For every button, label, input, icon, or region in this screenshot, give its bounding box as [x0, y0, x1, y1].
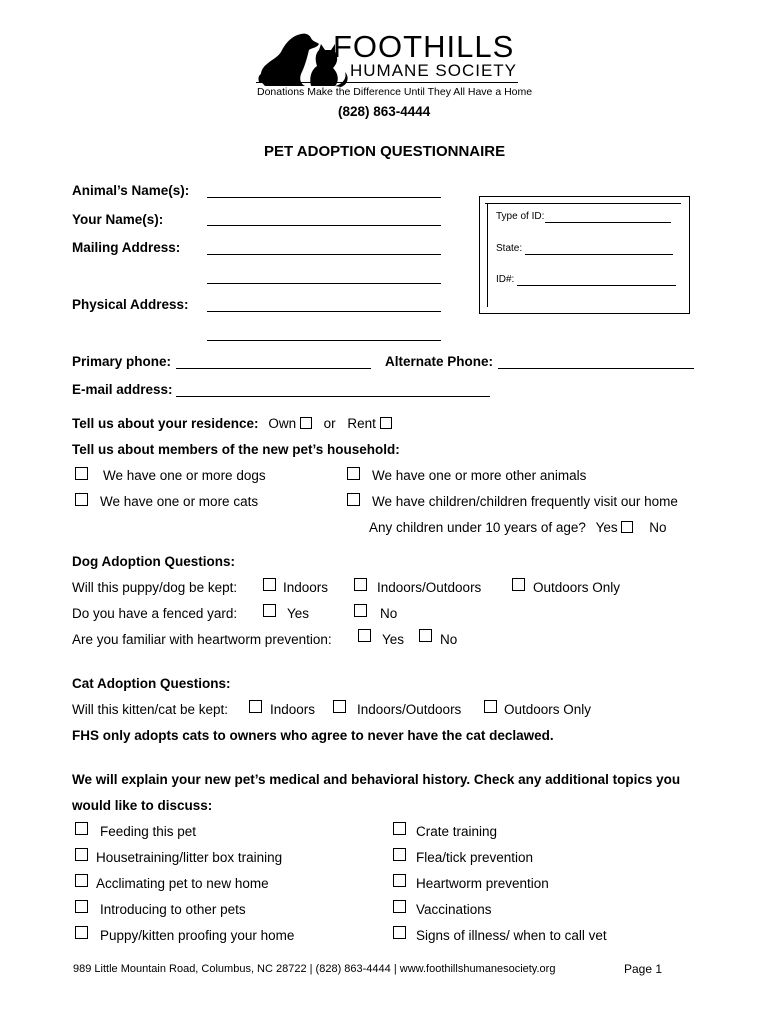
heartworm-yes-checkbox[interactable]	[358, 629, 371, 642]
state-field[interactable]	[525, 254, 673, 255]
alternate-phone-label: Alternate Phone:	[385, 354, 494, 369]
declaw-note: FHS only adopts cats to owners who agree to never have the cat declawed.	[72, 728, 554, 743]
id-box-inner-left-rule	[487, 203, 488, 307]
org-name-line1: FOOTHILLS	[333, 29, 515, 64]
topic-acclimating: Acclimating pet to new home	[96, 876, 269, 891]
children-under10-row	[369, 520, 666, 535]
physical-address-field-1[interactable]	[207, 311, 441, 312]
rent-checkbox[interactable]	[380, 417, 392, 429]
fenced-no-checkbox[interactable]	[354, 604, 367, 617]
primary-phone-field[interactable]	[176, 368, 371, 369]
cat-outdoors-only-label: Outdoors Only	[504, 702, 592, 717]
dog-indoors-checkbox[interactable]	[263, 578, 276, 591]
logo-rule	[256, 82, 518, 83]
children-checkbox[interactable]	[347, 493, 360, 506]
type-of-id-field[interactable]	[545, 222, 671, 223]
page-number: Page 1	[624, 962, 663, 976]
children-yes-label: Yes	[595, 520, 618, 535]
children-under10-label: Any children under 10 years of age?	[369, 520, 586, 535]
physical-address-label: Physical Address:	[72, 297, 189, 312]
mailing-address-label: Mailing Address:	[72, 240, 181, 255]
dogs-label: We have one or more dogs	[103, 468, 266, 483]
tagline: Donations Make the Difference Until They All Have a Home	[257, 86, 533, 98]
topics-intro-line2: would like to discuss:	[72, 798, 213, 813]
animal-names-field[interactable]	[207, 197, 441, 198]
own-checkbox[interactable]	[300, 417, 312, 429]
state-label: State:	[496, 243, 523, 254]
dog-kept-question: Will this puppy/dog be kept:	[72, 580, 238, 595]
email-field[interactable]	[176, 396, 490, 397]
your-names-label: Your Name(s):	[72, 212, 164, 227]
topic-crate: Crate training	[416, 824, 498, 839]
mailing-address-field-2[interactable]	[207, 283, 441, 284]
dog-indoors-outdoors-label: Indoors/Outdoors	[377, 580, 482, 595]
animal-names-label: Animal’s Name(s):	[72, 183, 190, 198]
children-yes-checkbox[interactable]	[621, 521, 633, 533]
fenced-no-label: No	[380, 606, 398, 621]
residence-label: Tell us about your residence:	[72, 416, 259, 431]
cat-indoors-label: Indoors	[270, 702, 316, 717]
heartworm-no-checkbox[interactable]	[419, 629, 432, 642]
topic-left-checkbox[interactable]	[75, 848, 88, 861]
dog-heading: Dog Adoption Questions:	[72, 554, 235, 569]
fenced-yes-label: Yes	[287, 606, 310, 621]
heartworm-question: Are you familiar with heartworm prevention:	[72, 632, 332, 647]
footer-address: 989 Little Mountain Road, Columbus, NC 28722 | (828) 863-4444 | www.foothillshumanesociety.org	[73, 963, 556, 975]
cats-label: We have one or more cats	[100, 494, 259, 509]
type-of-id-label: Type of ID:	[496, 211, 545, 222]
topic-vaccinations: Vaccinations	[416, 902, 492, 917]
topic-proofing: Puppy/kitten proofing your home	[100, 928, 295, 943]
topic-right-checkbox[interactable]	[393, 900, 406, 913]
topic-left-checkbox[interactable]	[75, 874, 88, 887]
topics-intro-line1: We will explain your new pet’s medical and behavioral history. Check any additional topics you	[72, 772, 681, 787]
topic-left-checkbox[interactable]	[75, 900, 88, 913]
dog-outdoors-only-label: Outdoors Only	[533, 580, 621, 595]
topic-right-checkbox[interactable]	[393, 874, 406, 887]
cat-heading: Cat Adoption Questions:	[72, 676, 231, 691]
topic-right-checkbox[interactable]	[393, 822, 406, 835]
id-number-field[interactable]	[517, 285, 676, 286]
topic-heartworm: Heartworm prevention	[416, 876, 549, 891]
rent-label: Rent	[347, 416, 376, 431]
email-label: E-mail address:	[72, 382, 173, 397]
own-label: Own	[268, 416, 297, 431]
topic-left-checkbox[interactable]	[75, 926, 88, 939]
org-name-line2: HUMANE SOCIETY	[350, 61, 518, 80]
heartworm-no-label: No	[440, 632, 458, 647]
page-title: PET ADOPTION QUESTIONNAIRE	[264, 143, 506, 160]
id-number-label: ID#:	[496, 274, 515, 285]
dog-indoors-outdoors-checkbox[interactable]	[354, 578, 367, 591]
or-label: or	[323, 416, 336, 431]
residence-row	[72, 416, 392, 431]
phone-number: (828) 863-4444	[338, 104, 431, 119]
id-box-inner-rule	[485, 203, 681, 204]
dogs-checkbox[interactable]	[75, 467, 88, 480]
dog-outdoors-only-checkbox[interactable]	[512, 578, 525, 591]
topic-introducing: Introducing to other pets	[100, 902, 246, 917]
topic-flea: Flea/tick prevention	[416, 850, 534, 865]
other-animals-checkbox[interactable]	[347, 467, 360, 480]
physical-address-field-2[interactable]	[207, 340, 441, 341]
mailing-address-field-1[interactable]	[207, 254, 441, 255]
your-names-field[interactable]	[207, 225, 441, 226]
cat-outdoors-only-checkbox[interactable]	[484, 700, 497, 713]
cat-indoors-outdoors-label: Indoors/Outdoors	[357, 702, 462, 717]
other-animals-label: We have one or more other animals	[372, 468, 587, 483]
fenced-question: Do you have a fenced yard:	[72, 606, 238, 621]
fenced-yes-checkbox[interactable]	[263, 604, 276, 617]
household-label: Tell us about members of the new pet’s household:	[72, 442, 400, 457]
dog-indoors-label: Indoors	[283, 580, 329, 595]
topic-right-checkbox[interactable]	[393, 926, 406, 939]
cat-kept-question: Will this kitten/cat be kept:	[72, 702, 229, 717]
primary-phone-label: Primary phone:	[72, 354, 172, 369]
topic-left-checkbox[interactable]	[75, 822, 88, 835]
topic-illness: Signs of illness/ when to call vet	[416, 928, 607, 943]
children-no-label: No	[649, 520, 667, 535]
cat-indoors-outdoors-checkbox[interactable]	[333, 700, 346, 713]
heartworm-yes-label: Yes	[382, 632, 405, 647]
children-label: We have children/children frequently visit our home	[372, 494, 678, 509]
topic-right-checkbox[interactable]	[393, 848, 406, 861]
cats-checkbox[interactable]	[75, 493, 88, 506]
topic-feeding: Feeding this pet	[100, 824, 197, 839]
alternate-phone-field[interactable]	[498, 368, 694, 369]
cat-indoors-checkbox[interactable]	[249, 700, 262, 713]
topic-housetraining: Housetraining/litter box training	[96, 850, 283, 865]
